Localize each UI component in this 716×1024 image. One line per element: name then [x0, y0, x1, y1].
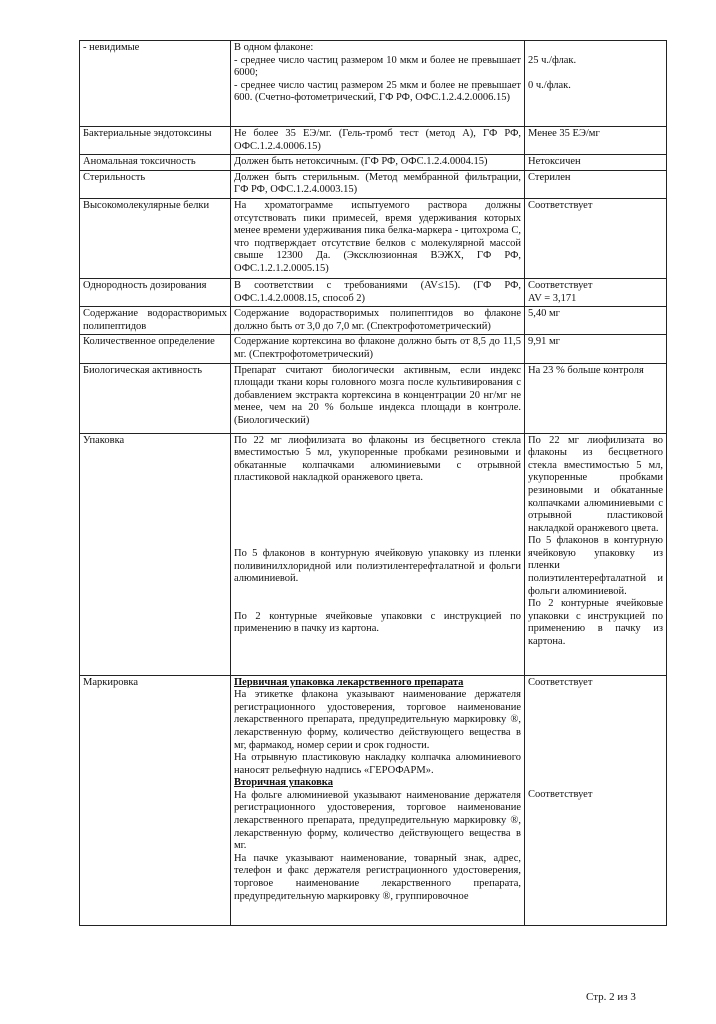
indicator-name: Маркировка: [83, 676, 139, 688]
table-row: [80, 41, 667, 127]
table-row: [80, 170, 667, 198]
result-cell: [525, 41, 667, 127]
requirement-text: Препарат считают биологически активным, если индекс площади ткани коры головного мозга после культивирования с добавлением экстракта кортексина в концентрации 20 нг/мг не менее, чем на 20 % больше индекса площади в контроле. (Биологический): [234, 364, 521, 426]
result-cell: [525, 363, 667, 433]
requirement-cell: [231, 155, 525, 171]
requirement-cell: [231, 335, 525, 363]
indicator-cell: [80, 675, 231, 925]
page-number: Стр. 2 из 3: [586, 991, 636, 1003]
packaging-result-3: По 2 контурные ячейковые упаковки с инструкцией по применению в пачку из картона.: [528, 598, 663, 648]
marking-result-primary: Соответствует: [528, 676, 593, 688]
result-cell: [525, 278, 667, 306]
indicator-name: Аномальная токсичность: [83, 156, 196, 168]
secondary-packaging-heading: Вторичная упаковка: [234, 777, 333, 789]
indicator-name: - невидимые: [83, 42, 140, 53]
table-row: [80, 278, 667, 306]
requirement-cell: [231, 433, 525, 675]
result-text: Соответствует AV = 3,171: [528, 279, 593, 304]
requirement-cell: [231, 127, 525, 155]
requirement-text: На хроматограмме испытуемого раствора должны отсутствовать пики примесей, время удерживания которых менее времени удерживания пика белка-маркера - цитохрома С, что подтверждает отсутствие белков с молекулярной массой свыше 12300 Да. (Эксклюзионная ВЭЖХ, ГФ РФ, ОФС.1.2.1.2.0005.15): [234, 199, 521, 274]
indicator-cell: [80, 198, 231, 278]
table-row: [80, 307, 667, 335]
packaging-result-2: По 5 флаконов в контурную ячейковую упаковку из пленки полиэтилентерефталатной и фольги алюминиевой.: [528, 535, 663, 597]
requirement-cell: [231, 170, 525, 198]
result-text: Стерилен: [528, 171, 571, 183]
marking-result-secondary: Соответствует: [528, 789, 593, 801]
table-row: [80, 198, 667, 278]
result-cell: [525, 198, 667, 278]
indicator-name: Биологическая активность: [83, 364, 203, 376]
result-text: Нетоксичен: [528, 156, 581, 168]
requirement-text: Не более 35 ЕЭ/мг. (Гель-тромб тест (метод А), ГФ РФ, ОФС.1.2.4.0006.15): [234, 128, 521, 152]
spacer: [234, 485, 521, 548]
indicator-name: Содержание водорастворимых полипептидов: [83, 308, 227, 332]
result-cell: [525, 433, 667, 675]
indicator-name: Количественное определение: [83, 336, 215, 348]
indicator-name: Стерильность: [83, 171, 146, 183]
secondary-packaging-text-2: На пачке указывают наименование, товарный знак, адрес, телефон и факс держателя регистрационного удостоверения, торговое наименование лекарственного препарата, предупредительную маркировку ®, группировочное: [234, 852, 521, 902]
requirement-text: В соответствии с требованиями (AV≤15). (ГФ РФ, ОФС.1.4.2.0008.15, способ 2): [234, 279, 521, 304]
table-row-marking: [80, 675, 667, 925]
requirement-text: Должен быть нетоксичным. (ГФ РФ, ОФС.1.2.4.0004.15): [234, 156, 488, 168]
indicator-name: Бактериальные эндотоксины: [83, 128, 212, 139]
requirement-text: В одном флаконе: - среднее число частиц размером 10 мкм и более не превышает 6000; - среднее число частиц размером 25 мкм и более не превышает 600. (Счетно-фотометрический, ГФ РФ, ОФС.1.2.4.2.0006.15): [234, 42, 521, 104]
spacer: [528, 689, 663, 789]
requirement-text: Содержание водорастворимых полипептидов во флаконе должно быть от 3,0 до 7,0 мг. (Спектрофотометрический): [234, 308, 521, 332]
result-text: Соответствует: [528, 199, 593, 211]
result-cell: [525, 675, 667, 925]
spacer: [234, 586, 521, 611]
requirement-cell: [231, 41, 525, 127]
table-row: [80, 335, 667, 363]
result-cell: [525, 307, 667, 335]
table-row: [80, 363, 667, 433]
requirement-cell: [231, 363, 525, 433]
packaging-requirement-3: По 2 контурные ячейковые упаковки с инструкцией по применению в пачку из картона.: [234, 610, 521, 635]
indicator-cell: [80, 155, 231, 171]
table-row: [80, 155, 667, 171]
requirement-cell: [231, 278, 525, 306]
indicator-cell: [80, 363, 231, 433]
requirement-cell: [231, 198, 525, 278]
result-cell: [525, 170, 667, 198]
indicator-name: Упаковка: [83, 434, 125, 446]
indicator-cell: [80, 278, 231, 306]
indicator-cell: [80, 307, 231, 335]
result-text: 25 ч./флак. 0 ч./флак.: [528, 54, 577, 91]
packaging-result-1: По 22 мг лиофилизата во флаконы из бесцветного стекла вместимостью 5 мл, укупоренные пробками резиновыми и обкатанные колпачками алюминиевыми с отрывной пластиковой накладкой оранжевого цвета.: [528, 434, 663, 534]
result-cell: [525, 335, 667, 363]
requirement-cell: [231, 307, 525, 335]
requirement-text: Содержание кортексина во флаконе должно быть от 8,5 до 11,5 мг. (Спектрофотометрический): [234, 336, 521, 360]
result-text: 5,40 мг: [528, 308, 560, 320]
requirement-text: Должен быть стерильным. (Метод мембранной фильтрации, ГФ РФ, ОФС.1.2.4.0003.15): [234, 171, 521, 196]
indicator-cell: [80, 41, 231, 127]
secondary-packaging-text-1: На фольге алюминиевой указывают наименование держателя регистрационного удостоверения, торговое наименование лекарственного препарата, предупредительную маркировку ®, лекарственную форму, количество действующего вещества в мг.: [234, 789, 521, 852]
specification-table: [79, 40, 667, 926]
primary-packaging-heading: Первичная упаковка лекарственного препарата: [234, 676, 464, 688]
primary-packaging-text-2: На отрывную пластиковую накладку колпачка алюминиевого наносят рельефную надпись «ГЕРОФАРМ».: [234, 752, 521, 776]
indicator-cell: [80, 335, 231, 363]
indicator-cell: [80, 433, 231, 675]
packaging-requirement-1: По 22 мг лиофилизата во флаконы из бесцветного стекла вместимостью 5 мл, укупоренные пробками резиновыми и обкатанные колпачками алюминиевыми с отрывной пластиковой накладкой оранжевого цвета.: [234, 434, 521, 484]
indicator-cell: [80, 127, 231, 155]
result-cell: [525, 127, 667, 155]
result-text: 9,91 мг: [528, 336, 560, 348]
table-row-packaging: [80, 433, 667, 675]
result-text: Менее 35 ЕЭ/мг: [528, 128, 600, 139]
indicator-name: Высокомолекулярные белки: [83, 199, 210, 211]
result-text: На 23 % больше контроля: [528, 364, 644, 376]
table-row: [80, 127, 667, 155]
primary-packaging-text-1: На этикетке флакона указывают наименование держателя регистрационного удостоверения, торговое наименование лекарственного препарата, предупредительную маркировку ®, лекарственную форму, количество действующего вещества в мг, фармакод, номер серии и срок годности.: [234, 689, 521, 751]
indicator-cell: [80, 170, 231, 198]
requirement-cell: [231, 675, 525, 925]
packaging-requirement-2: По 5 флаконов в контурную ячейковую упаковку из пленки поливинилхлоридной или полиэтилентерефталатной и фольги алюминиевой.: [234, 547, 521, 585]
result-cell: [525, 155, 667, 171]
indicator-name: Однородность дозирования: [83, 279, 207, 291]
